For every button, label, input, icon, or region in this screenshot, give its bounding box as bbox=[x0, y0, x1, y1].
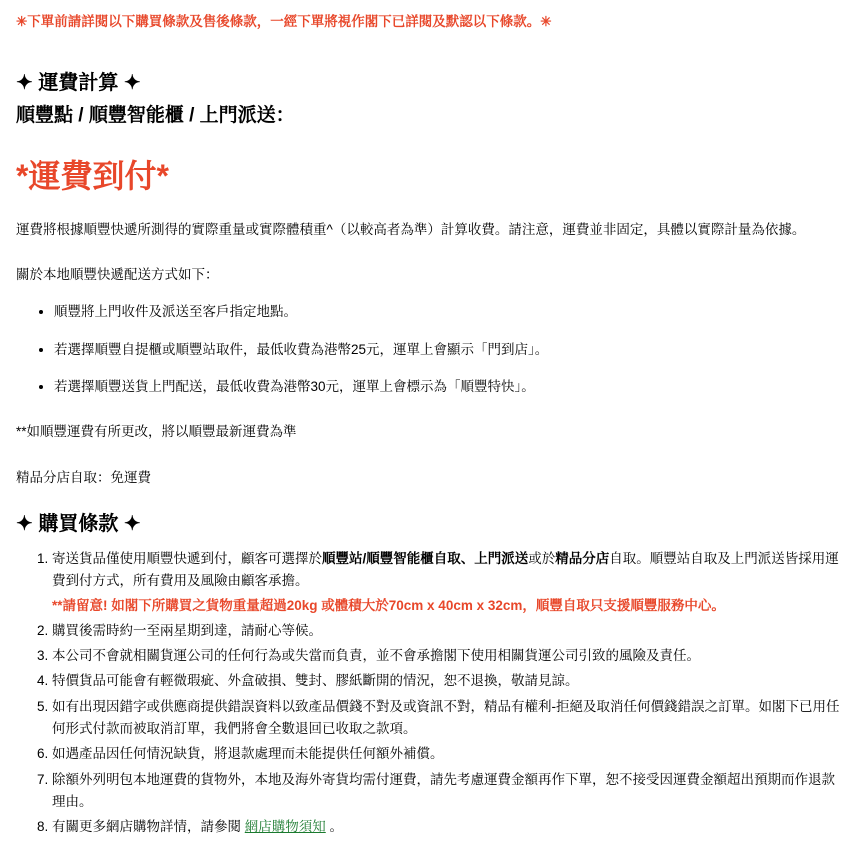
shipping-methods-list bbox=[16, 301, 845, 398]
terms-item-1-mid: 或於 bbox=[528, 551, 556, 567]
list-item: 2. 購買後需時約一至兩星期到達，請耐心等候。 bbox=[52, 620, 845, 642]
store-pickup-note: 精品分店自取：免運費 bbox=[16, 469, 151, 485]
list-item: 3. 本公司不會就相關貨運公司的任何行為或失當而負責，並不會承擔閣下使用相關貨運公司引致的風險及責任。 bbox=[52, 645, 845, 667]
list-item bbox=[52, 548, 845, 617]
terms-item-1-subnote: **請留意! 如閣下所購買之貨物重量超過20kg 或體積大於70cm x 40cm x 32cm，順豐自取只支援順豐服務中心。 bbox=[52, 597, 725, 613]
terms-item-8-lead: 有關更多網店購物詳情，請參閱 bbox=[52, 819, 245, 835]
shipping-methods-heading: 關於本地順豐快遞配送方式如下： bbox=[16, 267, 219, 283]
shipping-fee-highlight: *運費到付* bbox=[16, 157, 169, 194]
list-item: 4. 特價貨品可能會有輕微瑕疵、外盒破損、雙封、膠紙斷開的情況，恕不退換，敬請見諒。 bbox=[52, 670, 845, 692]
list-item: 7. 除額外列明包本地運費的貨物外，本地及海外寄貨均需付運費，請先考慮運費金額再作下單，恕不接受因運費金額超出預期而作退款理由。 bbox=[52, 769, 845, 814]
shipping-footnote: **如順豐運費有所更改，將以順豐最新運費為準 bbox=[16, 423, 297, 439]
spacer bbox=[16, 32, 845, 70]
spacer bbox=[16, 489, 845, 511]
shipping-methods-subtitle: 順豐點 / 順豐智能櫃 / 上門派送： bbox=[16, 105, 295, 127]
list-item bbox=[52, 816, 845, 838]
list-item: • 若選擇順豐送貨上門配送，最低收費為港幣30元，運單上會標示為「順豐特快」。 bbox=[54, 376, 845, 398]
terms-item-1-bold-2: 精品分店 bbox=[555, 551, 610, 567]
top-notice: ✳下單前請詳閱以下購買條款及售後條款，一經下單將視作閣下已詳閱及默認以下條款。✳ bbox=[16, 14, 552, 29]
shipping-intro-text: 運費將根據順豐快遞所測得的實際重量或實際體積重^（以較高者為準）計算收費。請注意，運費並非固定，具體以實際計量為依據。 bbox=[16, 221, 806, 237]
list-item: 5. 如有出現因錯字或供應商提供錯誤資料以致產品價錢不對及或資訊不對，精品有權利-拒絕及取消任何價錢錯誤之訂單。如閣下已用任何形式付款而被取消訂單，我們將會全數退回已收取之款項。 bbox=[52, 696, 845, 741]
terms-item-8-tail: 。 bbox=[325, 819, 344, 835]
terms-item-1-lead: 寄送貨品僅使用順豐快遞到付，顧客可選擇於 bbox=[52, 551, 322, 567]
terms-list bbox=[16, 548, 845, 838]
shopping-guide-link[interactable]: 網店購物須知 bbox=[244, 819, 326, 835]
terms-section-title: ✦ 購買條款 ✦ bbox=[16, 513, 141, 536]
list-item: • 若選擇順豐自提櫃或順豐站取件，最低收費為港幣25元，運單上會顯示「門到店」。 bbox=[54, 339, 845, 361]
shipping-section-title: ✦ 運費計算 ✦ bbox=[16, 72, 141, 95]
list-item: 6. 如遇產品因任何情況缺貨，將退款處理而未能提供任何額外補償。 bbox=[52, 743, 845, 765]
terms-item-1-bold-1: 順豐站/順豐智能櫃自取、上門派送 bbox=[322, 551, 529, 567]
terms-item-1-tail: 自取。順豐站自取及上門派送皆採用運費到付方式，所有費用及風險由顧客承擔。 bbox=[52, 551, 839, 589]
list-item: • 順豐將上門收件及派送至客戶指定地點。 bbox=[54, 301, 845, 323]
